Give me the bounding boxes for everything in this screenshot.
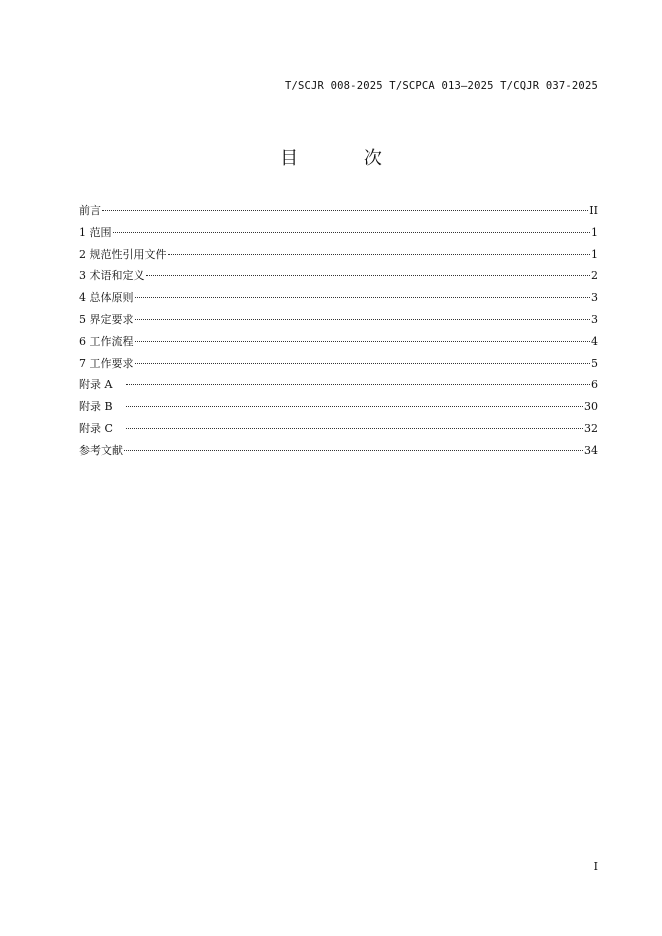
toc-leader-dots: [146, 274, 591, 276]
toc-entry-page: 32: [584, 421, 598, 435]
toc-entry-label: 7 工作要求: [79, 356, 134, 370]
toc-entry-label: 前言: [79, 204, 101, 217]
toc-entry-page: 1: [591, 225, 598, 239]
toc-entry-label: 5 界定要求: [79, 312, 134, 326]
toc-leader-dots: [168, 253, 591, 255]
toc-entry-bibliography[interactable]: [79, 442, 598, 464]
toc-entry-label: 附录 B: [79, 400, 113, 414]
toc-entry-label: 参考文献: [79, 443, 123, 457]
toc-entry-appendix-b[interactable]: [79, 398, 598, 420]
page-number: I: [593, 860, 598, 873]
toc-entry-label: 6 工作流程: [79, 334, 134, 348]
toc-entry-general-principles[interactable]: [79, 289, 598, 311]
standard-number-header: T/SCJR 008-2025 T/SCPCA 013—2025 T/CQJR 037-2025: [284, 80, 598, 92]
toc-entry-page: II: [589, 204, 598, 217]
toc-entry-scope[interactable]: [79, 224, 598, 246]
toc-leader-dots: [126, 427, 583, 429]
toc-entry-label: 3 术语和定义: [79, 269, 145, 283]
toc-entry-page: 2: [591, 269, 598, 283]
toc-entry-foreword[interactable]: [79, 202, 598, 224]
toc-leader-dots: [113, 231, 591, 233]
toc-entry-label: 4 总体原则: [79, 291, 134, 305]
toc-entry-page: 1: [591, 247, 598, 261]
toc-entry-appendix-a[interactable]: [79, 376, 598, 398]
toc-leader-dots: [135, 340, 591, 342]
toc-leader-dots: [126, 405, 583, 407]
toc-leader-dots: [135, 296, 591, 298]
toc-entry-appendix-c[interactable]: [79, 420, 598, 442]
toc-leader-dots: [124, 449, 583, 451]
toc-leader-dots: [126, 383, 590, 385]
toc-entry-label: 附录 C: [79, 421, 113, 435]
table-of-contents: [79, 202, 598, 464]
toc-entry-page: 3: [591, 291, 598, 305]
toc-leader-dots: [135, 362, 591, 364]
page-title: 目 次: [280, 148, 412, 169]
toc-entry-page: 30: [584, 400, 598, 414]
toc-entry-work-requirements[interactable]: [79, 355, 598, 377]
toc-entry-page: 4: [591, 334, 598, 348]
toc-entry-page: 5: [591, 356, 598, 370]
toc-entry-label: 附录 A: [79, 378, 113, 392]
toc-entry-workflow[interactable]: [79, 333, 598, 355]
toc-entry-page: 6: [591, 378, 598, 392]
toc-entry-page: 34: [584, 443, 598, 457]
toc-entry-normative-references[interactable]: [79, 246, 598, 268]
toc-entry-definition-requirements[interactable]: [79, 311, 598, 333]
toc-entry-terms-definitions[interactable]: [79, 267, 598, 289]
toc-entry-label: 2 规范性引用文件: [79, 247, 167, 261]
toc-entry-label: 1 范围: [79, 225, 112, 239]
toc-entry-page: 3: [591, 312, 598, 326]
toc-leader-dots: [102, 209, 588, 211]
toc-leader-dots: [135, 318, 591, 320]
